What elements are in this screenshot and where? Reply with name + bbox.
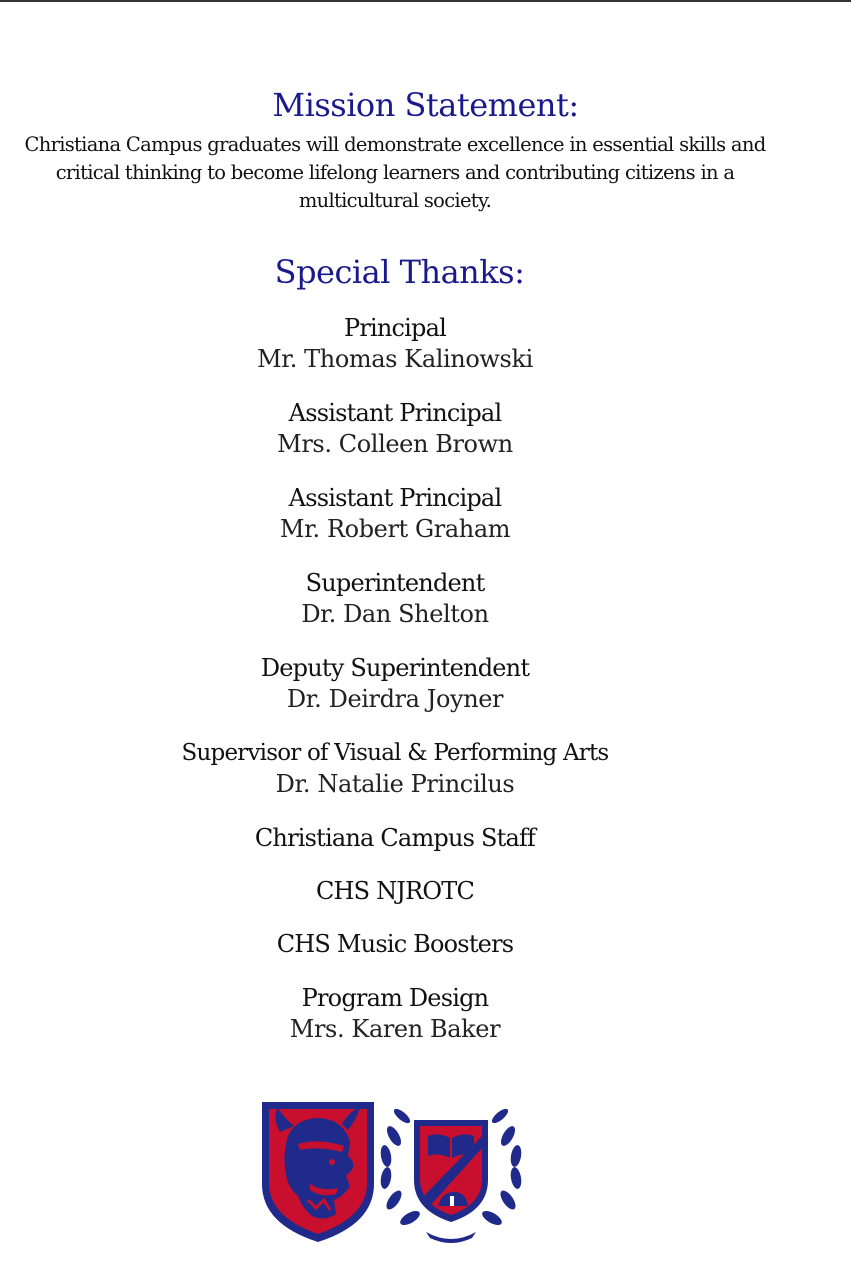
credit-principal xyxy=(0,313,790,375)
credit-role: Assistant Principal xyxy=(288,399,502,427)
laurel-crest-icon xyxy=(376,1096,526,1246)
credit-program-design xyxy=(0,983,790,1045)
credit-supervisor-arts xyxy=(0,738,790,800)
credit-assistant-principal-1 xyxy=(0,398,790,460)
credit-music-boosters xyxy=(0,929,790,959)
credit-role: Supervisor of Visual & Performing Arts xyxy=(181,740,609,766)
credit-deputy-superintendent xyxy=(0,653,790,715)
credit-assistant-principal-2 xyxy=(0,483,790,545)
credit-role: Superintendent xyxy=(305,569,485,597)
thanks-heading: Special Thanks: xyxy=(274,253,525,291)
credit-campus-staff xyxy=(0,823,790,853)
credit-role: CHS NJROTC xyxy=(315,877,475,905)
credit-superintendent xyxy=(0,568,790,630)
credit-role: Deputy Superintendent xyxy=(260,654,530,682)
school-logos xyxy=(258,1096,528,1246)
credit-name: Mrs. Colleen Brown xyxy=(277,430,513,458)
credit-role: Assistant Principal xyxy=(288,484,502,512)
credit-name: Mr. Robert Graham xyxy=(279,515,511,543)
credit-name: Dr. Deirdra Joyner xyxy=(286,685,504,713)
credit-name: Dr. Natalie Princilus xyxy=(275,770,515,798)
credit-role: CHS Music Boosters xyxy=(276,930,514,958)
credit-role: Christiana Campus Staff xyxy=(254,824,536,852)
mission-text: Christiana Campus graduates will demonstrate excellence in essential skills and critical thinking to become lifelong learners and contributing citizens in a multicultural society. xyxy=(24,133,766,212)
credit-name: Dr. Dan Shelton xyxy=(301,600,489,628)
credit-njrotc xyxy=(0,876,790,906)
credit-role: Program Design xyxy=(301,984,489,1012)
credit-name: Mr. Thomas Kalinowski xyxy=(257,345,533,373)
credit-role: Principal xyxy=(343,314,447,342)
mission-heading: Mission Statement: xyxy=(272,86,579,124)
credit-name: Mrs. Karen Baker xyxy=(289,1015,501,1043)
top-rule xyxy=(0,0,851,2)
